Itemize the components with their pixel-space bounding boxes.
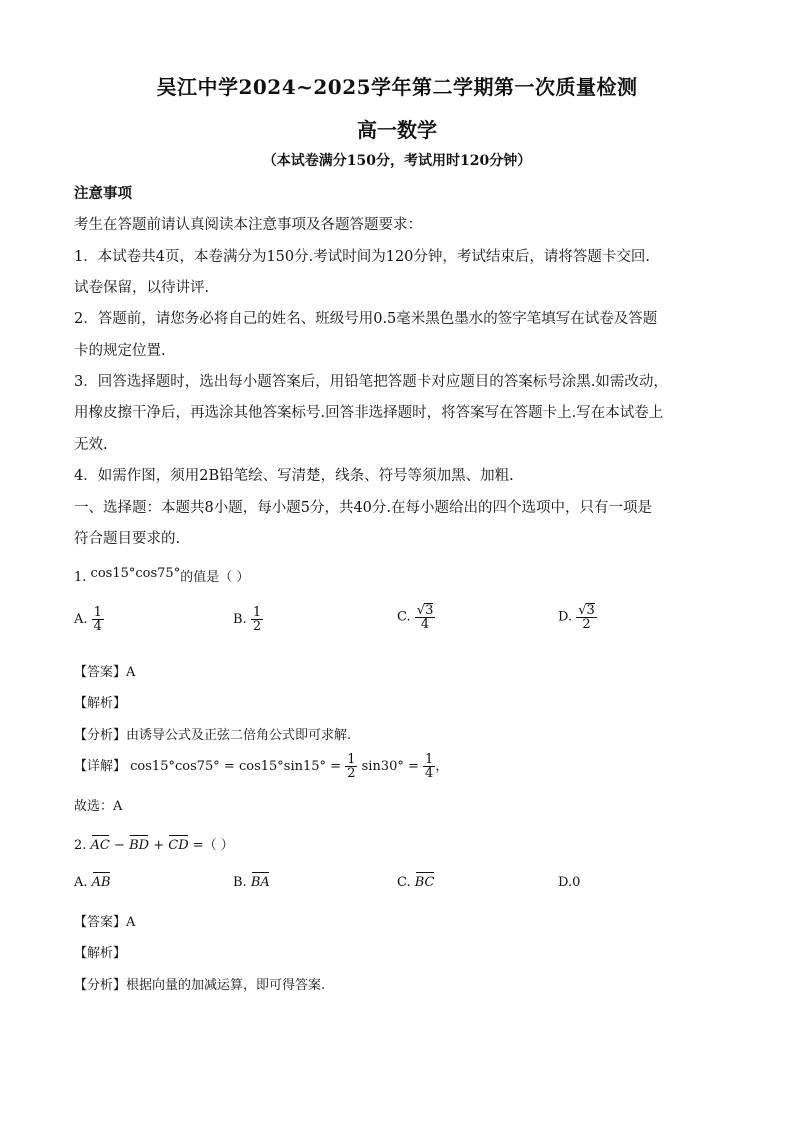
page-title: 吴江中学2024~2025学年第二学期第一次质量检测 — [156, 75, 638, 99]
option-label: B. — [233, 875, 247, 890]
vector: BA — [250, 875, 270, 890]
section-heading: 一、选择题：本题共8小题，每小题5分，共40分.在每小题给出的四个选项中，只有一项是 — [74, 500, 653, 516]
option-label: A. — [74, 875, 88, 890]
option-label: C. — [397, 609, 411, 625]
exam-note: （本试卷满分150分，考试用时120分钟） — [262, 153, 532, 169]
option-a — [74, 875, 111, 890]
notice-intro: 考生在答题前请认真阅读本注意事项及各题答题要求： — [74, 217, 422, 233]
notice-line: 无效. — [74, 437, 108, 453]
vector: BC — [414, 875, 435, 890]
option-d — [558, 603, 597, 631]
detailed-solution: 【详解】 cos15°cos75° = cos15°sin15° = $\frac{1}{2}$ sin30° = $\frac{1}{4}$ ， — [74, 752, 449, 781]
fraction: $\frac{√3}{2}$ — [578, 603, 595, 632]
fraction: $\frac{1}{2}$ — [347, 752, 356, 781]
analysis-summary: 【分析】根据向量的加减运算，即可得答案. — [74, 978, 326, 993]
page-subtitle: 高一数学 — [357, 118, 437, 142]
fraction: $\frac{√3}{4}$ — [416, 603, 434, 632]
option-c — [397, 603, 435, 631]
question-2: 2. AC − BD + CD =（ ） — [74, 838, 234, 853]
answer-label: 【答案】A — [74, 665, 136, 680]
fraction: $\frac{1}{4}$ — [93, 605, 102, 634]
option-b — [233, 606, 263, 633]
notice-line: 卡的规定位置. — [74, 343, 166, 359]
vector: AB — [91, 875, 111, 890]
analysis-label: 【解析】 — [74, 946, 127, 961]
option-label: B. — [233, 612, 247, 627]
notice-line: 1．本试卷共4页，本卷满分为150分.考试时间为120分钟，考试结束后，请将答题卡交回. — [74, 249, 651, 265]
option-d: D.0 — [558, 875, 581, 890]
option-label: A. — [74, 612, 88, 627]
vector: BD — [129, 838, 150, 853]
notice-line: 3．回答选择题时，选出每小题答案后，用铅笔把答题卡对应题目的答案标号涂黑.如需改动， — [74, 374, 668, 390]
fraction: $\frac{1}{4}$ — [425, 752, 434, 781]
option-a — [74, 606, 104, 633]
notice-line: 试卷保留，以待讲评. — [74, 280, 210, 296]
option-b — [233, 875, 270, 890]
notice-heading: 注意事项 — [74, 185, 132, 202]
notice-line: 用橡皮擦干净后，再选涂其他答案标号.回答非选择题时，将答案写在答题卡上.写在本试卷上 — [74, 405, 664, 421]
answer-label: 【答案】A — [74, 915, 136, 930]
option-label: C. — [397, 875, 411, 890]
notice-line: 4．如需作图，须用2B铅笔绘、写清楚，线条、符号等须加黑、加粗. — [74, 468, 514, 484]
analysis-summary: 【分析】由诱导公式及正弦二倍角公式即可求解. — [74, 728, 352, 743]
question-number: 1. — [74, 570, 87, 585]
vector: CD — [168, 838, 189, 853]
question-number: 2. — [74, 838, 87, 853]
fraction: $\frac{1}{2}$ — [252, 605, 262, 634]
question-1 — [74, 566, 249, 585]
vector: AC — [90, 838, 110, 853]
section-heading-cont: 符合题目要求的. — [74, 531, 181, 547]
choice-result: 故选：A — [74, 799, 123, 814]
notice-line: 2．答题前，请您务必将自己的姓名、班级号用0.5毫米黑色墨水的签字笔填写在试卷及答题 — [74, 311, 658, 327]
question-text: 的值是（ ） — [180, 570, 250, 585]
option-c — [397, 875, 435, 890]
option-label: D. — [558, 875, 573, 890]
option-label: D. — [558, 609, 573, 625]
question-expression: cos15°cos75° — [90, 566, 181, 581]
analysis-label: 【解析】 — [74, 696, 127, 711]
